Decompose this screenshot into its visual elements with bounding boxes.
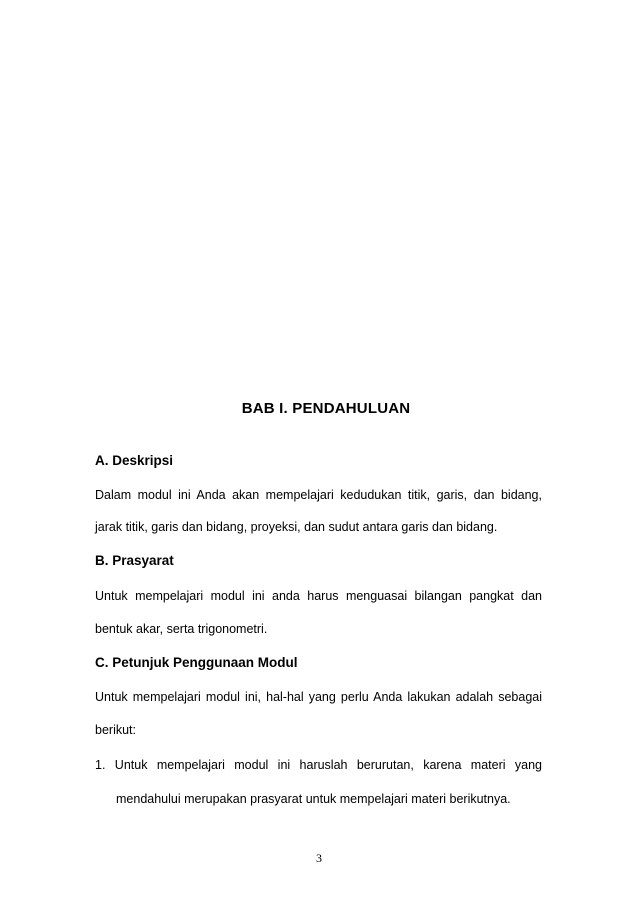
paragraph-line: Dalam modul ini Anda akan mempelajari kedudukan titik, garis, dan bidang, bbox=[95, 488, 542, 502]
list-item-continuation: mendahului merupakan prasyarat untuk mempelajari materi berikutnya. bbox=[116, 792, 511, 806]
section-heading-prasyarat: B. Prasyarat bbox=[95, 553, 174, 568]
page-number: 3 bbox=[316, 851, 322, 865]
paragraph-line: Untuk mempelajari modul ini, hal-hal yang perlu Anda lakukan adalah sebagai bbox=[95, 690, 542, 704]
section-heading-petunjuk: C. Petunjuk Penggunaan Modul bbox=[95, 655, 298, 670]
paragraph-line: bentuk akar, serta trigonometri. bbox=[95, 622, 268, 636]
list-item-line: 1. Untuk mempelajari modul ini haruslah berurutan, karena materi yang bbox=[95, 758, 542, 772]
paragraph-line: Untuk mempelajari modul ini anda harus menguasai bilangan pangkat dan bbox=[95, 589, 542, 603]
paragraph-line: berikut: bbox=[95, 723, 136, 737]
chapter-title: BAB I. PENDAHULUAN bbox=[241, 400, 411, 417]
paragraph-line: jarak titik, garis dan bidang, proyeksi, dan sudut antara garis dan bidang. bbox=[95, 520, 498, 534]
section-heading-deskripsi: A. Deskripsi bbox=[95, 453, 174, 468]
